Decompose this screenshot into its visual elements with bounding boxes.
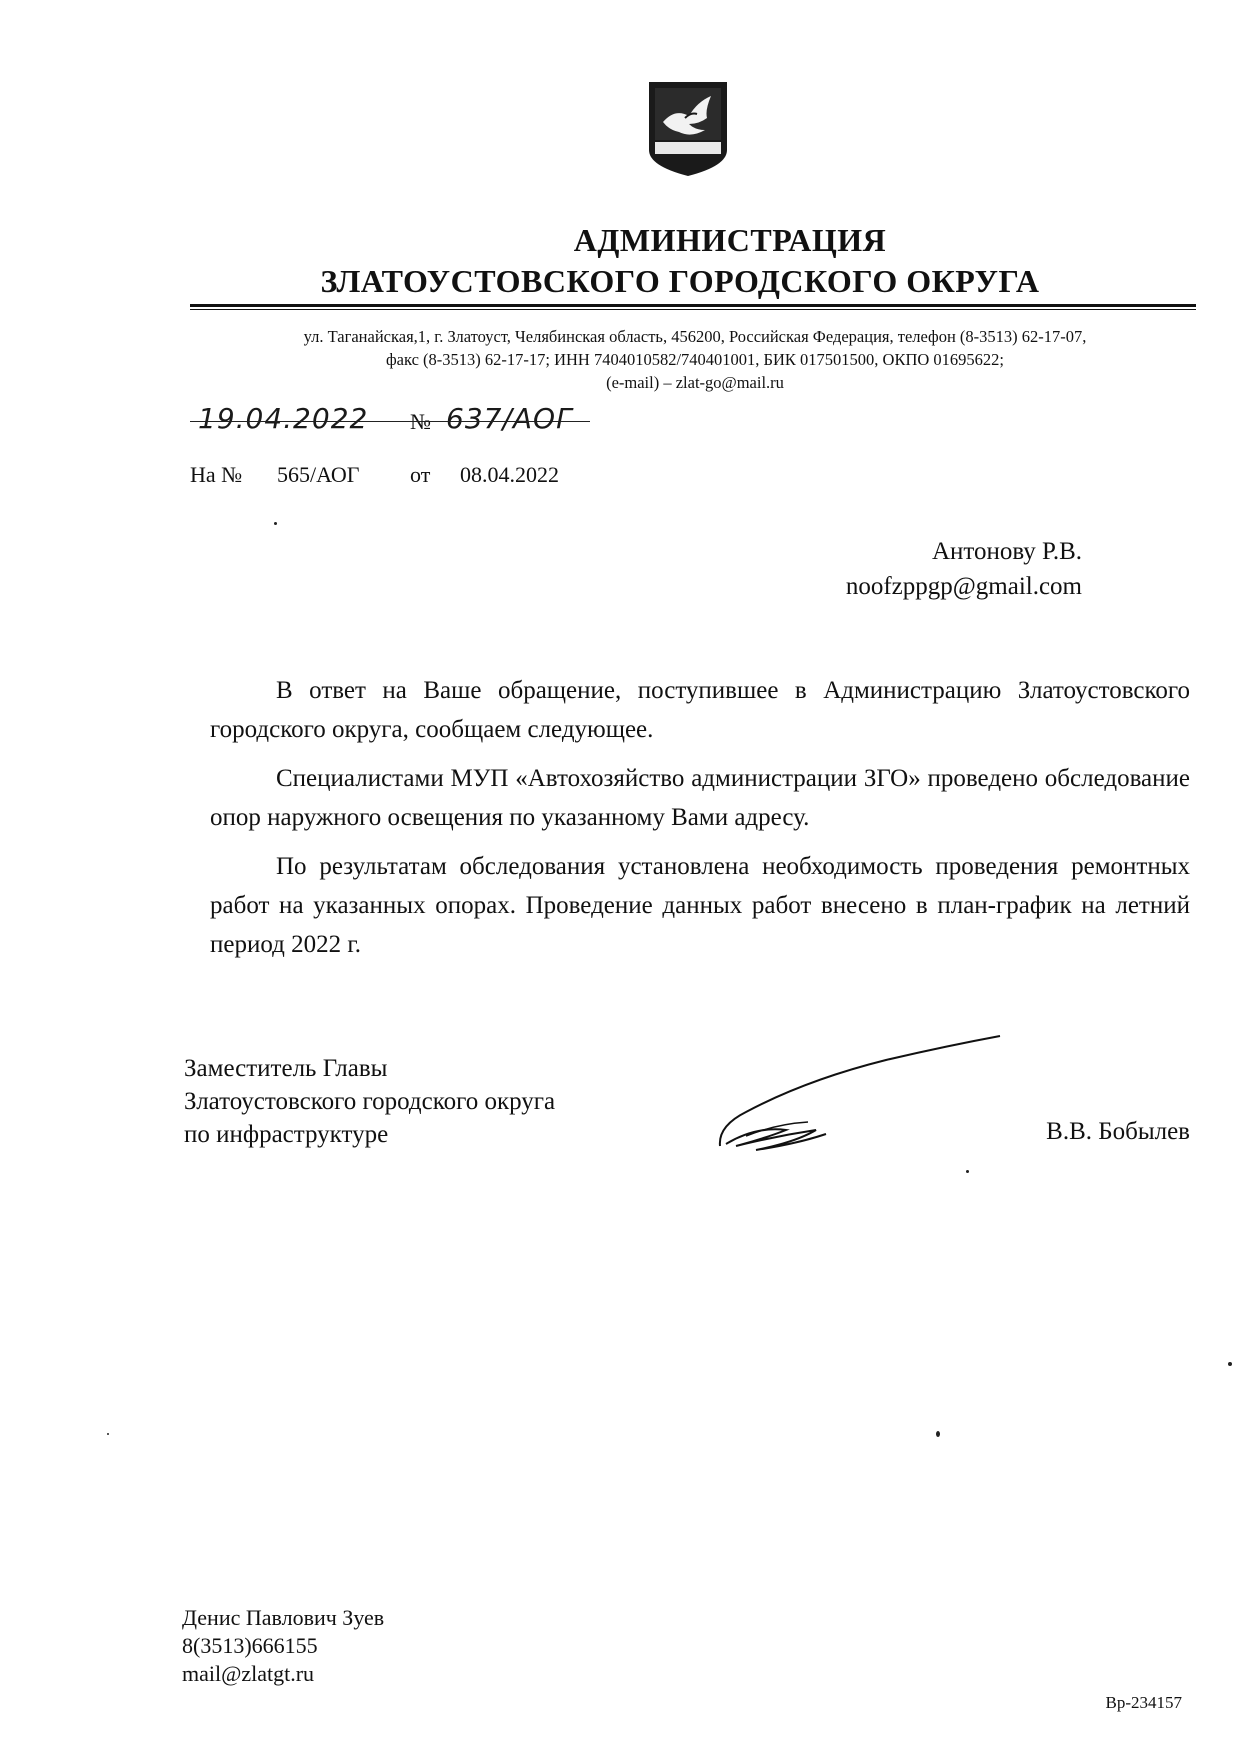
organization-name-line2: ЗЛАТОУСТОВСКОГО ГОРОДСКОГО ОКРУГА [320,263,1040,299]
scan-speck [936,1431,940,1437]
contacts-line-requisites: факс (8-3513) 62-17-17; ИНН 7404010582/740401001, БИК 017501500, ОКПО 01695622; [385,350,1005,369]
contacts-line-email: (e-mail) – zlat-go@mail.ru [606,373,784,392]
contacts-line-address: ул. Таганайская,1, г. Златоуст, Челябинская область, 456200, Российская Федерация, телефон (8-3513) 62-17-07, [303,327,1087,346]
executor-block [182,1604,384,1688]
signatory-position-line1: Заместитель Главы [184,1055,388,1082]
body-paragraph: Специалистами МУП «Автохозяйство администрации ЗГО» проведено обследование опор наружного освещения по указанному Вами адресу. [210,765,1190,831]
registration-number-handwritten: 637/АОГ [446,402,573,435]
executor-name: Денис Павлович Зуев [182,1605,385,1630]
reply-from-label: от [410,462,431,487]
document-code: Вр-234157 [1105,1693,1182,1712]
addressee-email: noofzppgp@gmail.com [845,573,1082,600]
executor-email: mail@zlatgt.ru [182,1661,315,1686]
scan-speck [274,522,277,525]
city-coat-of-arms-emblem [645,78,731,178]
registration-number-label: № [410,409,431,434]
signatory-name: В.В. Бобылев [1046,1118,1190,1145]
reply-to-number: 565/АОГ [277,462,360,487]
header-divider-thin [190,309,1196,310]
signatory-position [184,1052,555,1151]
registration-underline [190,421,590,422]
scan-speck [107,1433,109,1435]
signatory-position-line3: по инфраструктуре [184,1121,389,1148]
organization-name-line1: АДМИНИСТРАЦИЯ [573,222,887,258]
body-paragraph: По результатам обследования установлена необходимость проведения ремонтных работ на указанных опорах. Проведение данных работ внесено в план-график на летний период 2022 г. [210,853,1190,958]
letter-body [210,671,1190,964]
registration-date-handwritten: 19.04.2022 [198,402,369,435]
executor-phone: 8(3513)666155 [182,1633,318,1658]
body-paragraph: В ответ на Ваше обращение, поступившее в Администрацию Златоустовского городского округа, сообщаем следующее. [210,677,1190,743]
scan-speck [1228,1362,1232,1366]
addressee-name: Антонову Р.В. [931,538,1082,565]
header-divider [190,304,1196,307]
scan-speck [966,1170,969,1173]
signatory-position-line2: Златоустовского городского округа [184,1088,556,1115]
addressee-block [846,534,1082,604]
handwritten-signature [716,1026,1006,1156]
reply-date: 08.04.2022 [460,462,559,487]
reply-to-label: На № [190,462,243,487]
